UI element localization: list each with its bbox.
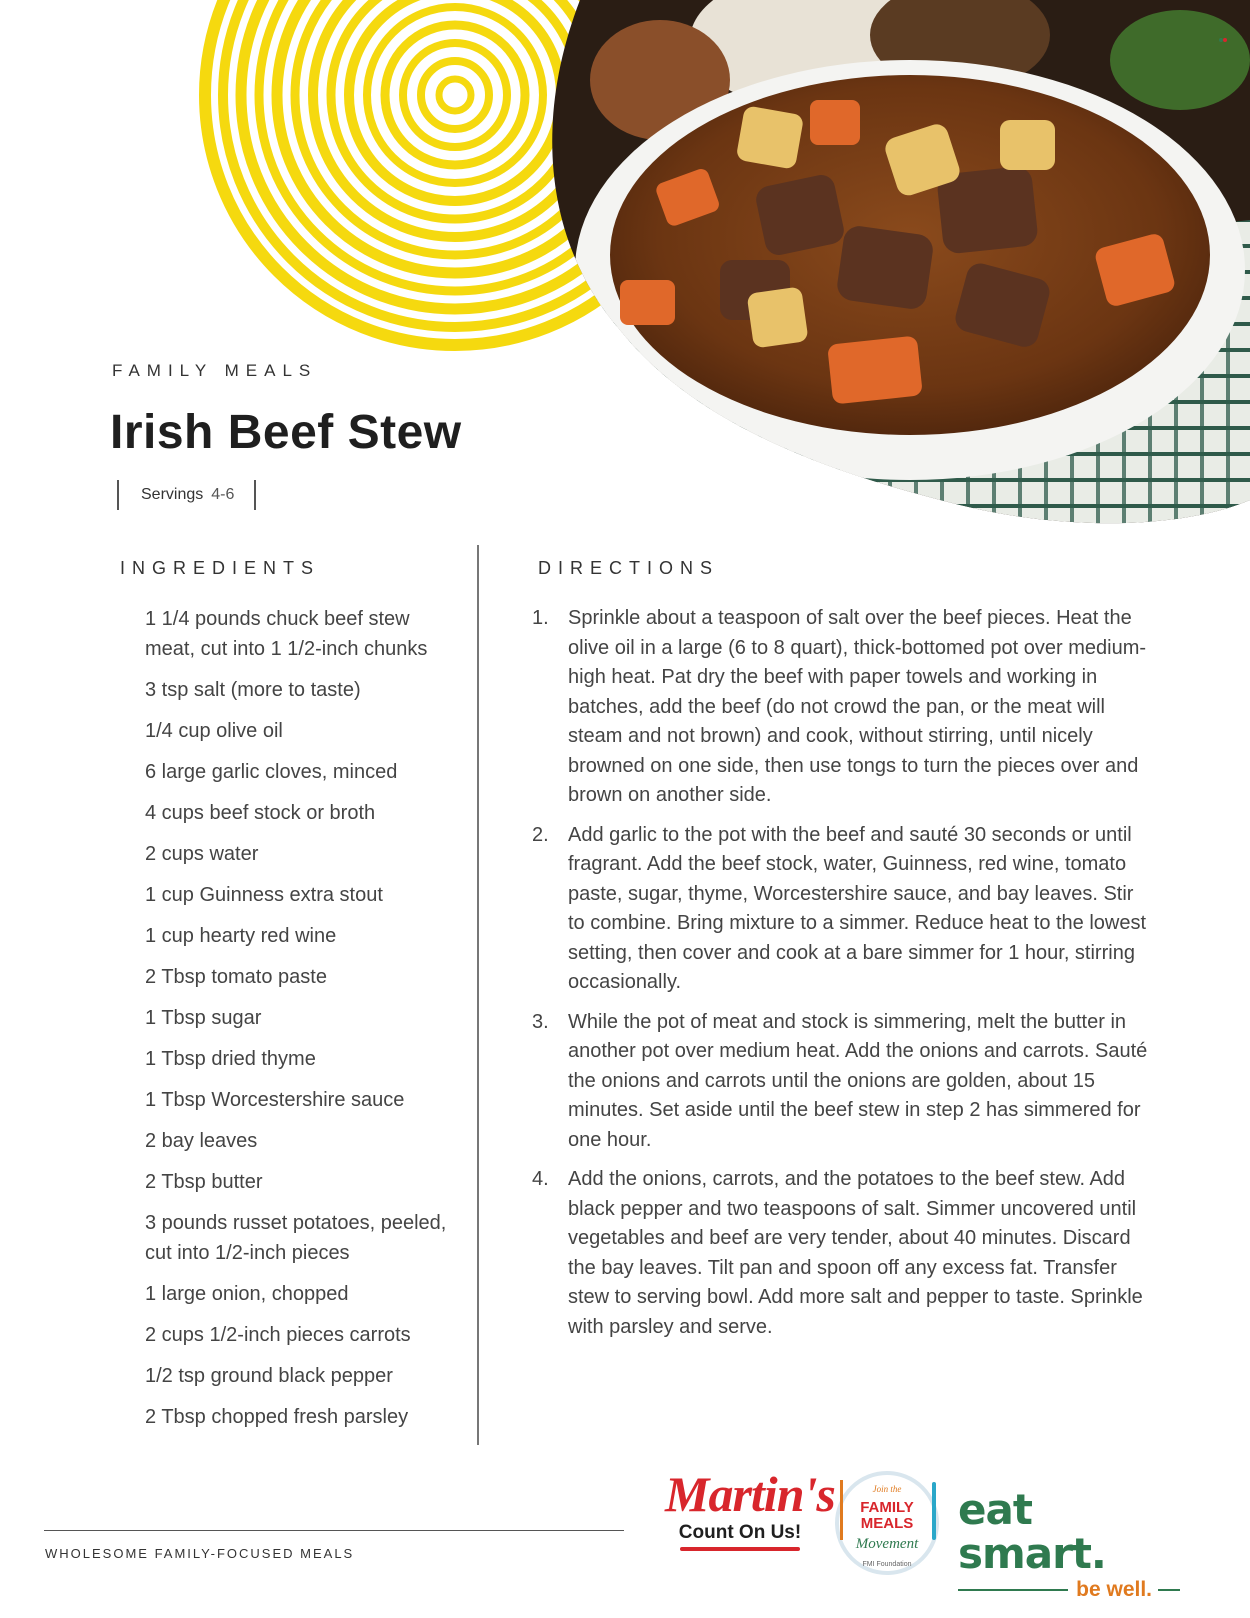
direction-step <box>532 604 1152 811</box>
be-well-wordmark: be well. <box>1076 1578 1152 1601</box>
svg-text:Movement: Movement <box>855 1536 919 1552</box>
ingredient-item: 2 bay leaves <box>145 1130 258 1152</box>
ingredient-item: 1 large onion, chopped <box>145 1283 349 1305</box>
direction-step <box>532 821 1152 998</box>
step-text: Add garlic to the pot with the beef and sauté 30 seconds or until fragrant. Add the beef stock, water, Guinness, red wine, tomato paste, sugar, thyme, Worcestershire sauce, and bay leaves. Stir to combine. Bring mixture to a simmer. Reduce heat to the lowest setting, then cover and cook at a bare simmer for 1 hour, stirring occasionally. <box>568 823 1147 993</box>
martins-logo <box>665 1466 835 1568</box>
step-text: While the pot of meat and stock is simmering, melt the butter in another pot over medium heat. Add the onions and carrots. Sauté the onions and carrots until the onions are golden, about 15 minutes. Set aside until the beef stew in step 2 has simmered for one hour. <box>568 1010 1148 1151</box>
step-text: Add the onions, carrots, and the potatoes to the beef stew. Add black pepper and two teaspoons of salt. Simmer uncovered until vegetables and beef are very tender, about 40 minutes. Discard the bay leaves. Tilt pan and spoon off any excess fat. Transfer stew to serving bowl. Add more salt and pepper to taste. Sprinkle with parsley and serve. <box>568 1168 1143 1338</box>
eat-smart-rule-end <box>1158 1589 1180 1591</box>
servings-value: 4-6 <box>211 486 235 503</box>
ingredient-item: 6 large garlic cloves, minced <box>145 761 398 783</box>
corner-dots-icon <box>1218 32 1228 42</box>
column-divider <box>477 545 479 1445</box>
ingredient-item: 2 Tbsp chopped fresh parsley <box>145 1406 409 1428</box>
step-text: Sprinkle about a teaspoon of salt over the beef pieces. Heat the olive oil in a large (6 to 8 quart), thick-bottomed pot over medium-high heat. Pat dry the beef with paper towels and working in batches, add the beef (do not crowd the pan, or the meat will steam and not brown) and cook, without stirring, until nicely browned on one side, then use tongs to turn the pieces over and brown on another side. <box>568 607 1147 806</box>
martins-wordmark: Martin's <box>665 1466 835 1522</box>
recipe-title: Irish Beef Stew <box>110 406 462 459</box>
ingredients-heading: INGREDIENTS <box>120 558 321 578</box>
ingredient-item: 1/4 cup olive oil <box>145 720 283 742</box>
servings-label: Servings <box>141 486 204 503</box>
ingredient-item: 1 Tbsp dried thyme <box>145 1048 316 1070</box>
ingredient-item: 2 Tbsp tomato paste <box>145 966 327 988</box>
ingredient-item: 1 Tbsp Worcestershire sauce <box>145 1089 405 1111</box>
eat-smart-wordmark: eat smart. <box>958 1485 1106 1578</box>
martins-swoosh <box>680 1547 800 1551</box>
ingredient-item: 4 cups beef stock or broth <box>145 802 376 824</box>
ingredient-item: 3 tsp salt (more to taste) <box>145 679 361 701</box>
svg-text:Join the: Join the <box>872 1484 902 1494</box>
ingredient-item: 2 Tbsp butter <box>145 1171 263 1193</box>
step-number: 4. <box>532 1168 549 1190</box>
footer-tagline: WHOLESOME FAMILY-FOCUSED MEALS <box>45 1546 355 1561</box>
ingredients-list <box>145 604 465 1443</box>
eat-smart-logo <box>958 1485 1188 1602</box>
family-meals-movement-logo <box>832 1468 942 1583</box>
direction-step <box>532 1008 1152 1156</box>
footer-divider <box>44 1530 624 1531</box>
ingredient-item: 2 cups water <box>145 843 259 865</box>
servings-info <box>117 480 256 510</box>
ingredient-item: 1 Tbsp sugar <box>145 1007 262 1029</box>
ingredient-item: 1 cup hearty red wine <box>145 925 337 947</box>
category-label: FAMILY MEALS <box>112 361 318 380</box>
family-meals-line1: FAMILY <box>860 1499 914 1516</box>
family-meals-line2: MEALS <box>860 1515 914 1532</box>
step-number: 3. <box>532 1010 549 1033</box>
ingredient-item: 2 cups 1/2-inch pieces carrots <box>145 1324 411 1346</box>
ingredient-item: 1 cup Guinness extra stout <box>145 884 383 906</box>
step-number: 2. <box>532 823 549 846</box>
ingredient-item: 3 pounds russet potatoes, peeled, cut into 1/2-inch pieces <box>145 1212 447 1264</box>
ingredient-item: 1/2 tsp ground black pepper <box>145 1365 393 1387</box>
directions-list <box>532 604 1152 1352</box>
directions-heading: DIRECTIONS <box>538 558 720 578</box>
svg-text:FMI Foundation: FMI Foundation <box>862 1561 912 1568</box>
eat-smart-rule <box>958 1589 1068 1591</box>
martins-tagline: Count On Us! <box>678 1522 802 1543</box>
ingredient-item: 1 1/4 pounds chuck beef stew meat, cut into 1 1/2-inch chunks <box>145 608 428 660</box>
step-number: 1. <box>532 607 549 629</box>
direction-step <box>532 1165 1152 1342</box>
stew-bowl-photo <box>540 0 1250 530</box>
